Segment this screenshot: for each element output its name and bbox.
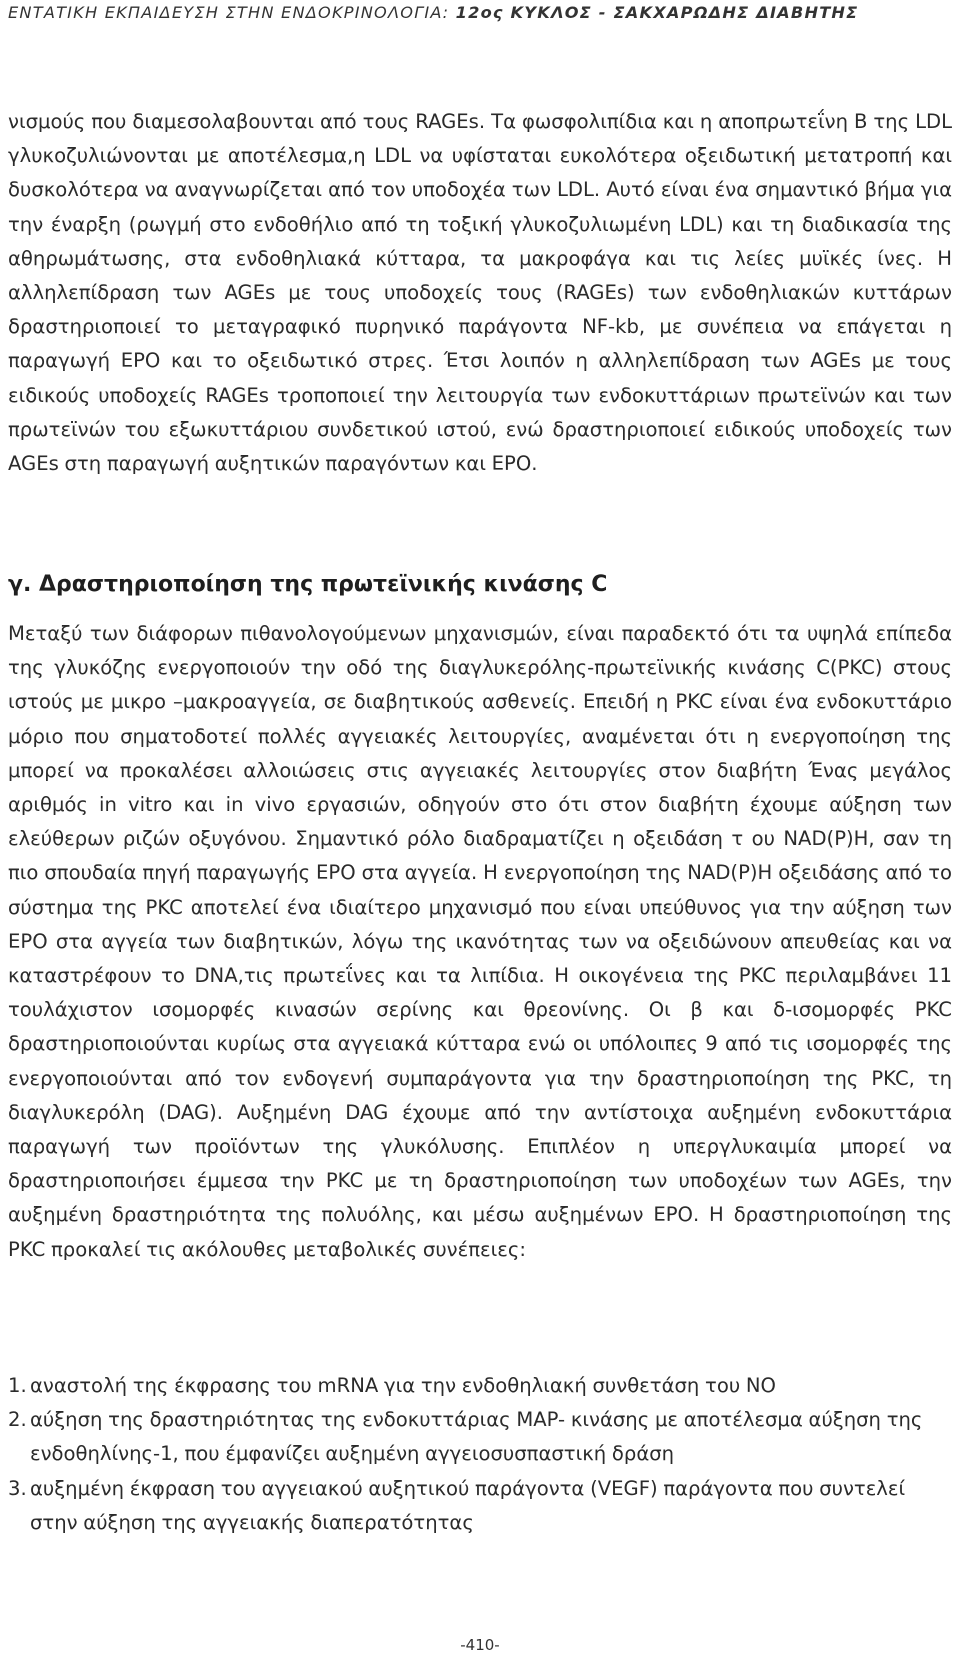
list-item-text: αυξημένη έκφραση του αγγειακού αυξητικού παράγοντα (VEGF) παράγοντα που συντελεί στην αύξηση της αγγειακής διαπερατότητας: [30, 1476, 906, 1534]
list-item: [8, 1472, 952, 1540]
paragraph-pkc: Μεταξύ των διάφορων πιθανολογούμενων μηχανισμών, είναι παραδεκτό ότι τα υψηλά επίπεδα της γλυκόζης ενεργοποιούν την οδό της διαγλυκερόλης-πρωτεϊνικής κινάσης C(PKC) στους ιστούς με μικρο –μακροαγγεία, σε διαβητικούς ασθενείς. Επειδή η PKC είναι ένα ενδοκυττάριο μόριο που σηματοδοτεί πολλές αγγειακές λειτουργίες, αναμένεται ότι η ενεργοποίηση της μπορεί να προκαλέσει αλλοιώσεις στις αγγειακές λειτουργίες στον διαβήτη Ένας μεγάλος αριθμός in vitro και in vivo εργασιών, οδηγούν στο ότι στον διαβήτη έχουμε αύξηση των ελεύθερων ριζών οξυγόνου. Σημαντικό ρόλο διαδραματίζει η οξειδάση τ ου NAD(P)H, σαν τη πιο σπουδαία πηγή παραγωγής ΕΡΟ στα αγγεία. Η ενεργοποίηση της NAD(P)H οξειδάσης από το σύστημα της PKC αποτελεί ένα ιδιαίτερο μηχανισμό που είναι υπεύθυνος για την αύξηση των ΕΡΟ στα αγγεία των διαβητικών, λόγω της ικανότητας των να οξειδώνουν απευθείας και να καταστρέφουν το DNA,τις πρωτεΐνες και τα λιπίδια. Η οικογένεια της PKC περιλαμβάνει 11 τουλάχιστον ισομορφές κινασών σερίνης και θρεονίνης. Οι β και δ-ισομορφές PKC δραστηριοποιούνται κυρίως στα αγγειακά κύτταρα ενώ οι υπόλοιπες 9 από τις ισομορφές της ενεργοποιούνται από τον ενδογενή συμπαράγοντα για την δραστηριοποίηση της PKC, τη διαγλυκερόλη (DAG). Αυξημένη DAG έχουμε από την αντίστοιχα αυξημένη ενδοκυττάρια παραγωγή των προϊόντων της γλυκόλυσης. Επιπλέον η υπεργλυκαιμία μπορεί να δραστηριοποιήσει έμμεσα την PKC με τη δραστηριοποίηση των υποδοχέων των AGEs, την αυξημένη δραστηριότητα της πολυόλης, και μέσω αυξημένων ΕΡΟ. Η δραστηριοποίηση της PKC προκαλεί τις ακόλουθες μεταβολικές συνέπειες:: [8, 622, 952, 1261]
header-title-part2: 12ος ΚΥΚΛΟΣ - ΣΑΚΧΑΡΩΔΗΣ ΔΙΑΒΗΤΗΣ: [455, 3, 859, 22]
list-item-text: αύξηση της δραστηριότητας της ενδοκυττάριας MAP- κινάσης με αποτέλεσμα αύξηση της ενδοθηλίνης-1, που έμφανίζει αυξημένη αγγειοσυσπαστική δράση: [30, 1408, 923, 1466]
page-number: -410-: [460, 1636, 500, 1654]
list-number: 3.: [8, 1476, 27, 1500]
consequences-list: [8, 1369, 952, 1540]
header-title-part1: ΕΝΤΑΤΙΚΗ ΕΚΠΑΙΔΕΥΣΗ ΣΤΗΝ ΕΝΔΟΚΡΙΝΟΛΟΓΙΑ:: [8, 3, 456, 22]
section-heading-pkc: γ. Δραστηριοποίηση της πρωτεϊνικής κινάσης C: [8, 572, 608, 597]
list-item-text: αναστολή της έκφρασης του mRNA για την ενδοθηλιακή συνθετάση του ΝΟ: [30, 1374, 776, 1397]
paragraph-ages: νισμούς που διαμεσολαβουνται από τους RAGEs. Τα φωσφολιπίδια και η αποπρωτεΐνη Β της LDL γλυκοζυλιώνονται με αποτέλεσμα,η LDL να υφίσταται ευκολότερα οξειδωτική μετατροπή και δυσκολότερα να αναγνωρίζεται από τον υποδοχέα των LDL. Αυτό είναι ένα σημαντικό βήμα για την έναρξη (ρωγμή στο ενδοθήλιο από τη τοξική γλυκοζυλιωμένη LDL) και τη διαδικασία της αθηρωμάτωσης, στα ενδοθηλιακά κύτταρα, τα μακροφάγα και τις λείες μυϊκές ίνες. Η αλληλεπίδραση των AGEs με τους υποδοχείς τους (RAGEs) των ενδοθηλιακών κυττάρων δραστηριοποιεί το μεταγραφικό πυρηνικό παράγοντα NF-kb, με συνέπεια να επάγεται η παραγωγή ΕΡΟ και το οξειδωτικό στρες. Έτσι λοιπόν η αλληλεπίδραση των AGEs με τους ειδικούς υποδοχείς RAGEs τροποποιεί την λειτουργία των ενδοκυττάριων πρωτεϊνών και των πρωτεϊνών του εξωκυττάριου συνδετικού ιστού, ενώ δραστηριοποιεί ειδικούς υποδοχείς των AGEs στη παραγωγή αυξητικών παραγόντων και ΕΡΟ.: [8, 110, 952, 476]
list-item: [8, 1403, 952, 1471]
list-number: 2.: [8, 1408, 27, 1432]
running-header: [8, 3, 952, 22]
list-number: 1.: [8, 1374, 27, 1397]
list-item: [8, 1369, 952, 1403]
